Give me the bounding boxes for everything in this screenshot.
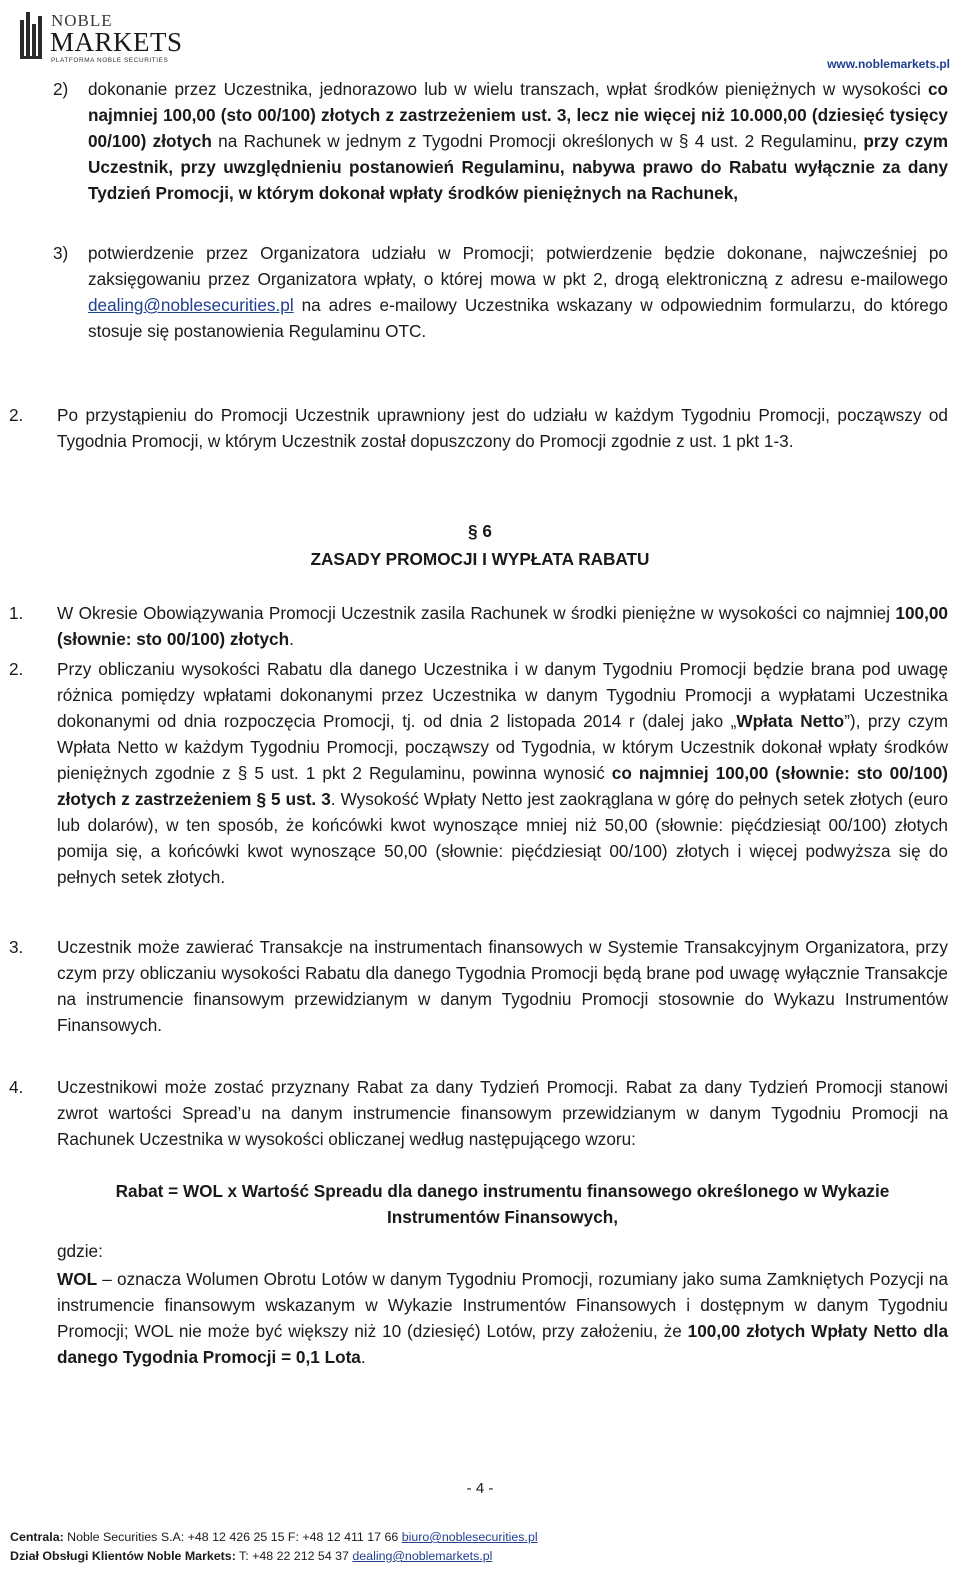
paragraph-number: 1. xyxy=(9,603,24,623)
paragraph-number: 2. xyxy=(9,659,24,679)
logo-graphic xyxy=(18,6,183,68)
svg-text:PLATFORMA NOBLE SECURITIES: PLATFORMA NOBLE SECURITIES xyxy=(51,57,169,64)
section-title: ZASADY PROMOCJI I WYPŁATA RABATU xyxy=(310,549,650,569)
section6-paragraph1: W Okresie Obowiązywania Promocji Uczestnik zasila Rachunek w środki pieniężne w wysokości co najmniej 100,00 (słownie: sto 00/100) złotych. xyxy=(57,603,948,649)
section6-paragraph2: Przy obliczaniu wysokości Rabatu dla danego Uczestnika i w danym Tygodniu Promocji będzie brana pod uwagę różnica pomiędzy wpłatami dokonanymi przez Uczestnika w danym Tygodniu Promocji a wypłatami Uczestnika dokonanymi od dnia rozpoczęcia Promocji, tj. od dnia 2 listopada 2014 r (dalej jako „Wpłata Netto”), przy czym Wpłata Netto w każdym Tygodniu Promocji, począwszy od Tygodnia, w którym Uczestnik dokonał wpłaty środków pieniężnych zgodnie z § 5 ust. 1 pkt 2 Regulaminu, powinna wynosić co najmniej 100,00 (słownie: sto 00/100) złotych z zastrzeżeniem § 5 ust. 3. Wysokość Wpłaty Netto jest zaokrąglana w górę do pełnych setek złotych (euro lub dolarów), w ten sposób, że końcówki kwot wynoszące mniej niż 50,00 (słownie: pięćdziesiąt 00/100) złotych pomija się, a końcówki kwot wynoszące 50,00 (słownie: pięćdziesiąt 00/100) złotych i więcej podwyższa się do pełnych setek złotych. xyxy=(57,659,949,887)
website-url[interactable]: www.noblemarkets.pl xyxy=(827,57,950,71)
wol-definition: WOL – oznacza Wolumen Obrotu Lotów w danym Tygodniu Promocji, rozumiany jako suma Zamkniętych Pozycji na instrumencie finansowym wskazanym w Wykazie Instrumentów Finansowych i dostępnym w danym Tygodniu Promocji; WOL nie może być większy niż 10 (dziesięć) Lotów, przy założeniu, że 100,00 złotych Wpłaty Netto dla danego Tygodnia Promocji = 0,1 Lota. xyxy=(57,1269,948,1367)
dealing-markets-email-link[interactable]: dealing@noblemarkets.pl xyxy=(352,1549,493,1563)
paragraph-number: 3. xyxy=(9,937,24,957)
noble-markets-logo xyxy=(18,6,183,68)
footer-line-customer-service: Dział Obsługi Klientów Noble Markets: T: +48 22 212 54 37 dealing@noblemarkets.pl xyxy=(10,1549,493,1563)
item-number: 3) xyxy=(53,243,69,263)
section-heading: § 6 xyxy=(468,521,492,541)
section5-paragraph2: Po przystąpieniu do Promocji Uczestnik uprawniony jest do udziału w każdym Tygodniu Promocji, począwszy od Tygodnia Promocji, w którym Uczestnik został dopuszczony do Promocji zgodnie z ust. 1 pkt 1-3. xyxy=(57,405,948,451)
dealing-email-link[interactable]: dealing@noblesecurities.pl xyxy=(88,295,294,315)
rebate-formula: Rabat = WOL x Wartość Spreadu dla danego instrumentu finansowego określonego w Wykazie Instrumentów Finansowych, xyxy=(115,1181,890,1227)
page-number: - 4 - xyxy=(466,1480,494,1497)
formula-where-label: gdzie: xyxy=(57,1241,103,1261)
office-email-link[interactable]: biuro@noblesecurities.pl xyxy=(401,1530,538,1544)
section5-item2: dokonanie przez Uczestnika, jednorazowo lub w wielu transzach, wpłat środków pieniężnych w wysokości co najmniej 100,00 (sto 00/100) złotych z zastrzeżeniem ust. 3, lecz nie więcej niż 10.000,00 (dziesięć tysięcy 00/100) złotych na Rachunek w jednym z Tygodni Promocji określonych w § 4 ust. 2 Regulaminu, przy czym Uczestnik, przy uwzględnieniu postanowień Regulaminu, nabywa prawo do Rabatu wyłącznie za dany Tydzień Promocji, w którym dokonał wpłaty środków pieniężnych na Rachunek, xyxy=(88,79,949,203)
paragraph-number: 2. xyxy=(9,405,24,425)
section5-item3: potwierdzenie przez Organizatora udziału w Promocji; potwierdzenie będzie dokonane, najwcześniej po zaksięgowaniu przez Organizatora wpłaty, o której mowa w pkt 2, drogą elektroniczną z adresu e-mailowego dealing@noblesecurities.pl na adres e-mailowy Uczestnika wskazany w odpowiednim formularzu, do którego stosuje się postanowienia Regulaminu OTC. xyxy=(88,243,948,341)
svg-text:MARKETS: MARKETS xyxy=(50,27,183,57)
item-number: 2) xyxy=(53,79,69,99)
contact-footer xyxy=(10,1528,538,1566)
footer-line-headquarters: Centrala: Noble Securities S.A: +48 12 426 25 15 F: +48 12 411 17 66 biuro@noblesecurities.pl xyxy=(10,1530,538,1544)
section6-paragraph4: Uczestnikowi może zostać przyznany Rabat za dany Tydzień Promocji. Rabat za dany Tydzień Promocji stanowi zwrot wartości Spread’u na danym instrumencie finansowym przewidzianym w danym Tygodniu Promocji na Rachunek Uczestnika w wysokości obliczanej według następującego wzoru: xyxy=(57,1077,948,1149)
paragraph-number: 4. xyxy=(9,1077,24,1097)
section6-paragraph3: Uczestnik może zawierać Transakcje na instrumentach finansowych w Systemie Transakcyjnym Organizatora, przy czym przy obliczaniu wysokości Rabatu dla danego Tygodnia Promocji będą brane pod uwagę wyłącznie Transakcje na instrumencie finansowym przewidzianym w danym Tygodniu Promocji stosownie do Wykazu Instrumentów Finansowych. xyxy=(57,937,948,1035)
svg-text:NOBLE: NOBLE xyxy=(51,11,113,30)
